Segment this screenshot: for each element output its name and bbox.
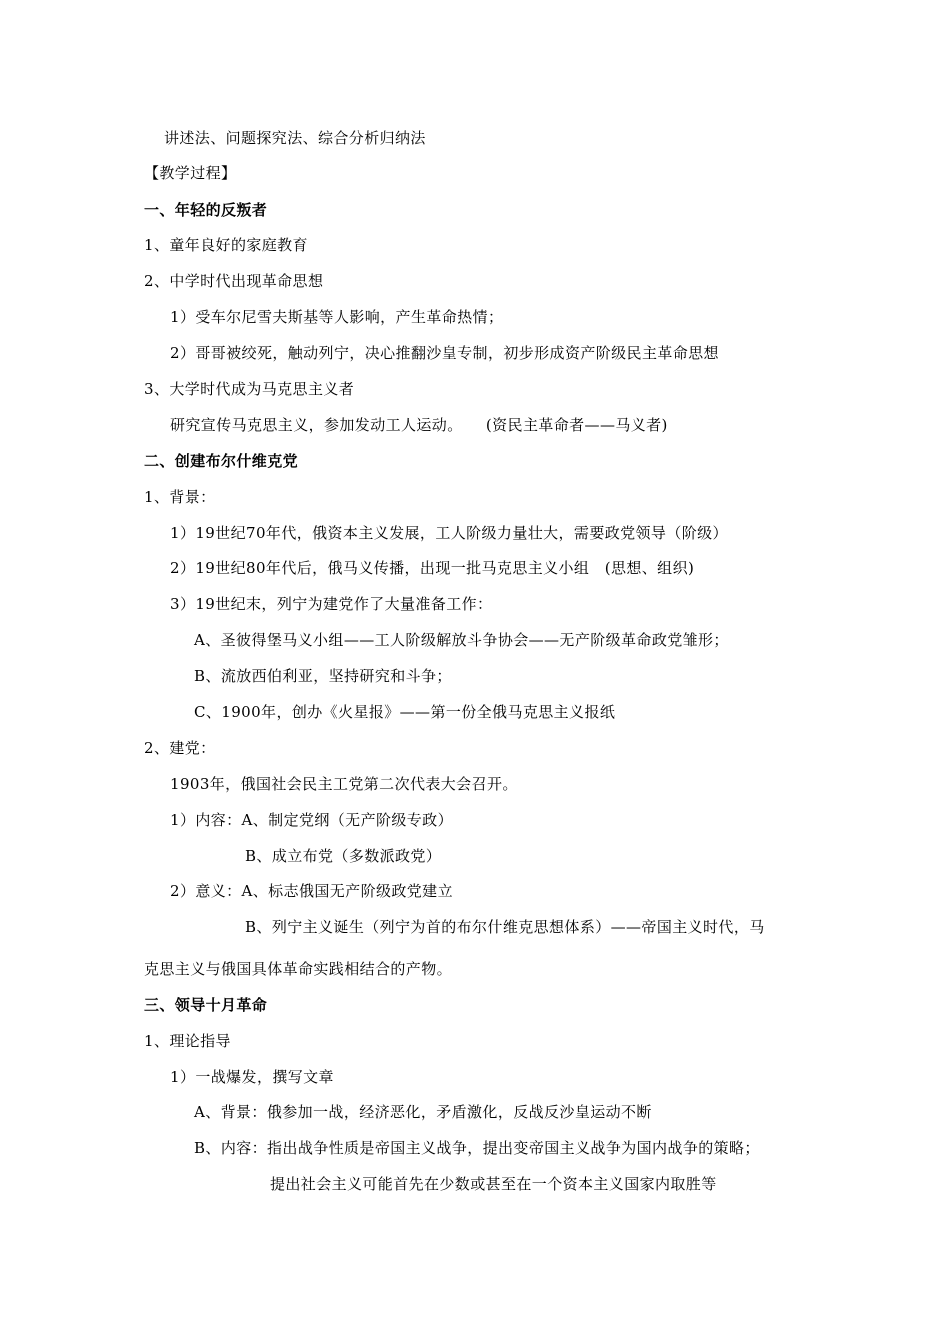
body-line: C、1900年，创办《火星报》——第一份全俄马克思主义报纸 <box>194 703 616 721</box>
body-line: B、流放西伯利亚，坚持研究和斗争； <box>194 667 452 685</box>
body-line: 1）受车尔尼雪夫斯基等人影响，产生革命热情； <box>170 308 504 326</box>
body-line: 克思主义与俄国具体革命实践相结合的产物。 <box>144 960 453 978</box>
body-line: 2）意义：A、标志俄国无产阶级政党建立 <box>170 882 453 900</box>
body-line: B、内容：指出战争性质是帝国主义战争，提出变帝国主义战争为国内战争的策略； <box>194 1139 760 1157</box>
body-line: A、圣彼得堡马义小组——工人阶级解放斗争协会——无产阶级革命政党雏形； <box>194 631 729 649</box>
body-line: 2、中学时代出现革命思想 <box>144 272 324 290</box>
body-line: 1）一战爆发，撰写文章 <box>170 1068 334 1086</box>
body-line: 2）19世纪80年代后，俄马义传播，出现一批马克思主义小组 (思想、组织) <box>170 559 695 577</box>
body-line: 3、大学时代成为马克思主义者 <box>144 380 355 398</box>
body-line: B、列宁主义诞生（列宁为首的布尔什维克思想体系）——帝国主义时代，马 <box>245 918 765 936</box>
body-line: 3）19世纪末，列宁为建党作了大量准备工作： <box>170 595 493 613</box>
body-line: 1、理论指导 <box>144 1032 231 1050</box>
body-line: 1）内容：A、制定党纲（无产阶级专政） <box>170 811 453 829</box>
body-line: 研究宣传马克思主义，参加发动工人运动。 (资民主革命者——马义者) <box>170 416 668 434</box>
body-line: 1）19世纪70年代，俄资本主义发展，工人阶级力量壮大，需要政党领导（阶级） <box>170 524 728 542</box>
body-line: 提出社会主义可能首先在少数或甚至在一个资本主义国家内取胜等 <box>270 1175 717 1193</box>
body-line: 1903年，俄国社会民主工党第二次代表大会召开。 <box>170 775 518 793</box>
teaching-process-title: 【教学过程】 <box>144 164 237 182</box>
body-line: 2、建党： <box>144 739 216 757</box>
body-line: 1、童年良好的家庭教育 <box>144 236 308 254</box>
teaching-methods-line: 讲述法、问题探究法、综合分析归纳法 <box>164 129 426 147</box>
section-heading: 三、领导十月革命 <box>144 996 268 1014</box>
body-line: A、背景：俄参加一战，经济恶化，矛盾激化，反战反沙皇运动不断 <box>194 1103 652 1121</box>
section-heading: 二、创建布尔什维克党 <box>144 452 299 470</box>
body-line: 2）哥哥被绞死，触动列宁，决心推翻沙皇专制，初步形成资产阶级民主革命思想 <box>170 344 719 362</box>
section-heading: 一、年轻的反叛者 <box>144 201 268 219</box>
body-line: 1、背景： <box>144 488 216 506</box>
body-line: B、成立布党（多数派政党） <box>245 847 442 865</box>
